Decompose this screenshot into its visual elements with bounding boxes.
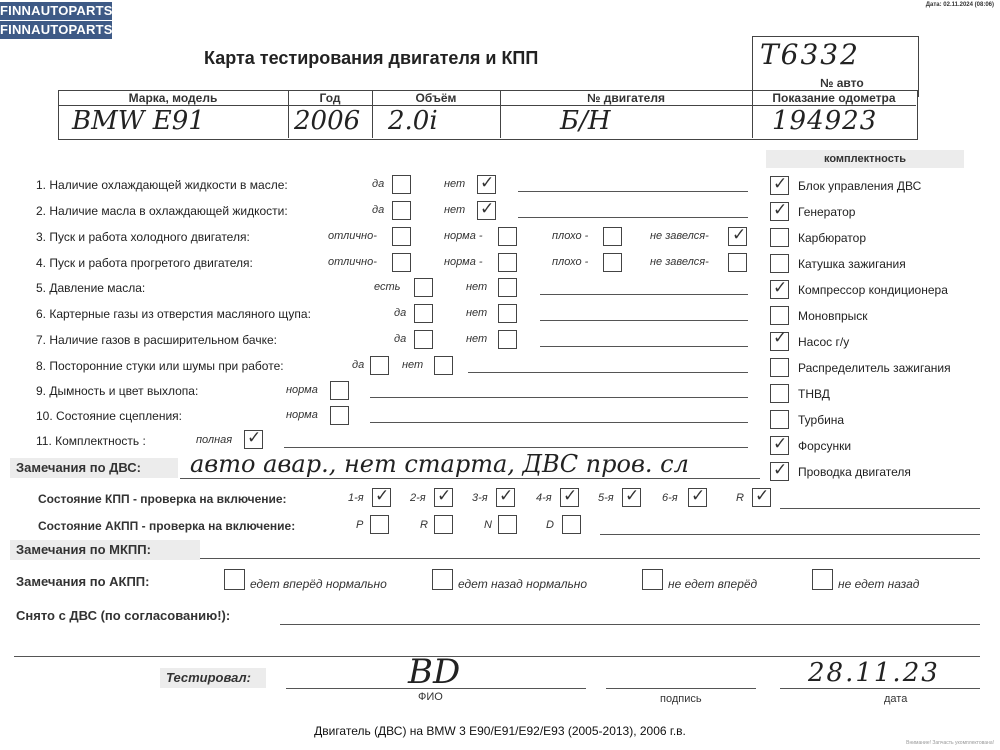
q4-bad-checkbox[interactable] [603,253,622,272]
col-make-model-label: Марка, модель [128,91,218,105]
odometer-value: 194923 [772,106,878,136]
date-stamp: Дата: 02.11.2024 (08:06) [925,2,994,8]
question-11: 11. Комплектность : [36,434,146,448]
kit-item-distributor: Распределитель зажигания [798,361,951,375]
q5-notes-line [540,294,748,295]
logo-finnautoparts-secondary: FINNAUTOPARTS [0,22,113,37]
removed-line [280,624,980,625]
q5-yes-checkbox[interactable] [414,278,433,297]
make-model-value: BMW E91 [72,106,205,136]
signature-initials: BD [408,652,461,692]
kit-checkbox-mono-injection[interactable] [770,306,789,325]
q10-option-normal-label: норма [286,409,318,421]
kit-header: комплектность [766,150,964,168]
kit-item-ignition-coil: Катушка зажигания [798,257,906,271]
q5-option-yes-label: есть [374,281,401,293]
q11-notes-line [284,447,748,448]
auto-number-value: T6332 [760,38,860,71]
kit-item-mono-injection: Моновпрыск [798,309,868,323]
kpp-gear-4-label: 4-я [536,492,552,504]
q6-option-yes-label: да [394,307,407,319]
kpp-gear-6-label: 6-я [662,492,678,504]
check-mark-icon: ✓ [247,428,262,448]
akpp-gear-r-checkbox[interactable] [434,515,453,534]
check-mark-icon: ✓ [732,225,747,245]
removed-line-2 [14,656,980,657]
date-line [780,688,980,689]
kpp-gear-3-label: 3-я [472,492,488,504]
akpp-gear-p-checkbox[interactable] [370,515,389,534]
kit-checkbox-turbo[interactable] [770,410,789,429]
kit-item-ecu: Блок управления ДВС [798,179,922,193]
q8-option-no-label: нет [402,359,424,371]
q9-normal-checkbox[interactable] [330,381,349,400]
q8-yes-checkbox[interactable] [370,356,389,375]
q8-option-yes-label: да [352,359,365,371]
engine-remarks-label: Замечания по ДВС: [16,460,141,475]
question-1: 1. Наличие охлаждающей жидкости в масле: [36,178,288,192]
akpp-gear-n-label: N [484,519,492,531]
kit-item-hp-fuel-pump: ТНВД [798,387,830,401]
q1-yes-checkbox[interactable] [392,175,411,194]
check-mark-icon: ✓ [773,460,788,480]
q6-no-checkbox[interactable] [498,304,517,323]
q6-yes-checkbox[interactable] [414,304,433,323]
check-mark-icon: ✓ [480,199,495,219]
kit-item-generator: Генератор [798,205,856,219]
kpp-gear-r-label: R [736,492,744,504]
q4-no-start-checkbox[interactable] [728,253,747,272]
tested-date-value: 28.11.23 [808,658,940,688]
q3-option-bad-label: плохо - [552,230,589,242]
card-title: Карта тестирования двигателя и КПП [204,48,539,68]
q3-option-no-start-label: не завелся- [650,230,709,242]
q6-option-no-label: нет [466,307,488,319]
q9-option-normal-label: норма [286,384,318,396]
kit-item-engine-wiring: Проводка двигателя [798,465,911,479]
akpp-no-backward-checkbox[interactable] [812,569,833,590]
removed-from-engine-label: Снято с ДВС (по согласованию!): [16,608,231,623]
q6-notes-line [540,320,748,321]
tested-by-label: Тестировал: [166,670,251,685]
q2-option-no-label: нет [444,204,466,216]
kit-checkbox-ignition-coil[interactable] [770,254,789,273]
col-year-label: Год [319,91,341,105]
q5-no-checkbox[interactable] [498,278,517,297]
q1-notes-line [518,191,748,192]
engine-no-value: Б/Н [560,106,611,136]
kit-item-injectors: Форсунки [798,439,852,453]
question-3: 3. Пуск и работа холодного двигателя: [36,230,250,244]
check-mark-icon: ✓ [437,486,452,506]
kpp-notes-line [780,508,980,509]
watermark-text: Внимание! Запчасть укомплектована! [906,740,994,746]
kit-item-ps-pump: Насос г/у [798,335,850,349]
check-mark-icon: ✓ [773,328,788,348]
engine-remarks-line [180,478,760,479]
akpp-gear-d-label: D [546,519,554,531]
akpp-no-forward-checkbox[interactable] [642,569,663,590]
kpp-check-label: Состояние КПП - проверка на включение: [38,492,287,506]
check-mark-icon: ✓ [755,486,770,506]
akpp-forward-ok-checkbox[interactable] [224,569,245,590]
check-mark-icon: ✓ [375,486,390,506]
kit-item-turbo: Турбина [798,413,845,427]
check-mark-icon: ✓ [625,486,640,506]
check-mark-icon: ✓ [773,278,788,298]
akpp-forward-ok-label: едет вперёд нормально [250,577,387,591]
q4-normal-checkbox[interactable] [498,253,517,272]
q7-no-checkbox[interactable] [498,330,517,349]
logo-finnautoparts: FINNAUTOPARTS [0,3,113,18]
engine-remarks-text: авто авар., нет старта, ДВС пров. сл [190,450,689,478]
kpp-gear-5-label: 5-я [598,492,614,504]
signature-label: подпись [660,693,702,705]
check-mark-icon: ✓ [563,486,578,506]
question-5: 5. Давление масла: [36,281,146,295]
q4-option-bad-label: плохо - [552,256,589,268]
q1-option-yes-label: да [372,178,385,190]
akpp-gear-p-label: P [356,519,364,531]
image-caption: Двигатель (ДВС) на BMW 3 E90/E91/E92/E93 (2005-2013), 2006 г.в. [314,724,686,738]
mkpp-remarks-label: Замечания по МКПП: [16,542,151,557]
q4-option-no-start-label: не завелся- [650,256,709,268]
check-mark-icon: ✓ [773,174,788,194]
q1-option-no-label: нет [444,178,466,190]
q9-notes-line [370,397,748,398]
q7-notes-line [540,346,748,347]
question-8: 8. Посторонние стуки или шумы при работе: [36,359,284,373]
akpp-check-label: Состояние АКПП - проверка на включение: [38,519,296,533]
question-9: 9. Дымность и цвет выхлопа: [36,384,199,398]
q4-option-normal-label: норма - [444,256,483,268]
question-6: 6. Картерные газы из отверстия масляного щупа: [36,307,311,321]
akpp-remarks-label: Замечания по АКПП: [16,574,150,589]
q7-option-no-label: нет [466,333,488,345]
col-volume-label: Объём [415,91,457,105]
q3-option-excellent-label: отлично- [328,230,377,242]
date-label: дата [884,693,908,705]
akpp-no-forward-label: не едет вперёд [668,577,758,591]
q3-excellent-checkbox[interactable] [392,227,411,246]
col-odometer-label: Показание одометра [772,91,896,105]
q3-normal-checkbox[interactable] [498,227,517,246]
akpp-no-backward-label: не едет назад [838,577,920,591]
kit-checkbox-carburetor[interactable] [770,228,789,247]
mkpp-remarks-line [200,558,980,559]
check-mark-icon: ✓ [773,200,788,220]
q8-no-checkbox[interactable] [434,356,453,375]
akpp-backward-ok-label: едет назад нормально [458,577,588,591]
q8-notes-line [468,372,748,373]
fio-line [286,688,586,689]
q7-yes-checkbox[interactable] [414,330,433,349]
check-mark-icon: ✓ [773,434,788,454]
col-engine-no-label: № двигателя [587,91,665,105]
kit-item-ac-compressor: Компрессор кондиционера [798,283,948,297]
q2-yes-checkbox[interactable] [392,201,411,220]
check-mark-icon: ✓ [480,173,495,193]
q3-option-normal-label: норма - [444,230,483,242]
question-10: 10. Состояние сцепления: [36,409,182,423]
question-2: 2. Наличие масла в охлаждающей жидкости: [36,204,288,218]
q7-option-yes-label: да [394,333,407,345]
year-value: 2006 [294,106,361,136]
signature-line [606,688,756,689]
akpp-backward-ok-checkbox[interactable] [432,569,453,590]
question-4: 4. Пуск и работа прогретого двигателя: [36,256,253,270]
kpp-gear-1-label: 1-я [348,492,364,504]
q2-notes-line [518,217,748,218]
check-mark-icon: ✓ [499,486,514,506]
q4-option-excellent-label: отлично- [328,256,377,268]
q11-option-full-label: полная [196,434,233,446]
kpp-gear-2-label: 2-я [410,492,426,504]
question-7: 7. Наличие газов в расширительном бачке: [36,333,277,347]
auto-number-label: № авто [820,76,864,90]
kit-item-carburetor: Карбюратор [798,231,867,245]
akpp-gear-d-checkbox[interactable] [562,515,581,534]
q3-bad-checkbox[interactable] [603,227,622,246]
q4-excellent-checkbox[interactable] [392,253,411,272]
akpp-gear-n-checkbox[interactable] [498,515,517,534]
q5-option-no-label: нет [466,281,488,293]
akpp-notes-line [600,534,980,535]
kit-checkbox-hp-fuel-pump[interactable] [770,384,789,403]
volume-value: 2.0i [388,106,438,136]
fio-label: ФИО [418,691,443,703]
q10-normal-checkbox[interactable] [330,406,349,425]
check-mark-icon: ✓ [691,486,706,506]
q10-notes-line [370,422,748,423]
akpp-gear-r-label: R [420,519,428,531]
kit-checkbox-distributor[interactable] [770,358,789,377]
q2-option-yes-label: да [372,204,385,216]
